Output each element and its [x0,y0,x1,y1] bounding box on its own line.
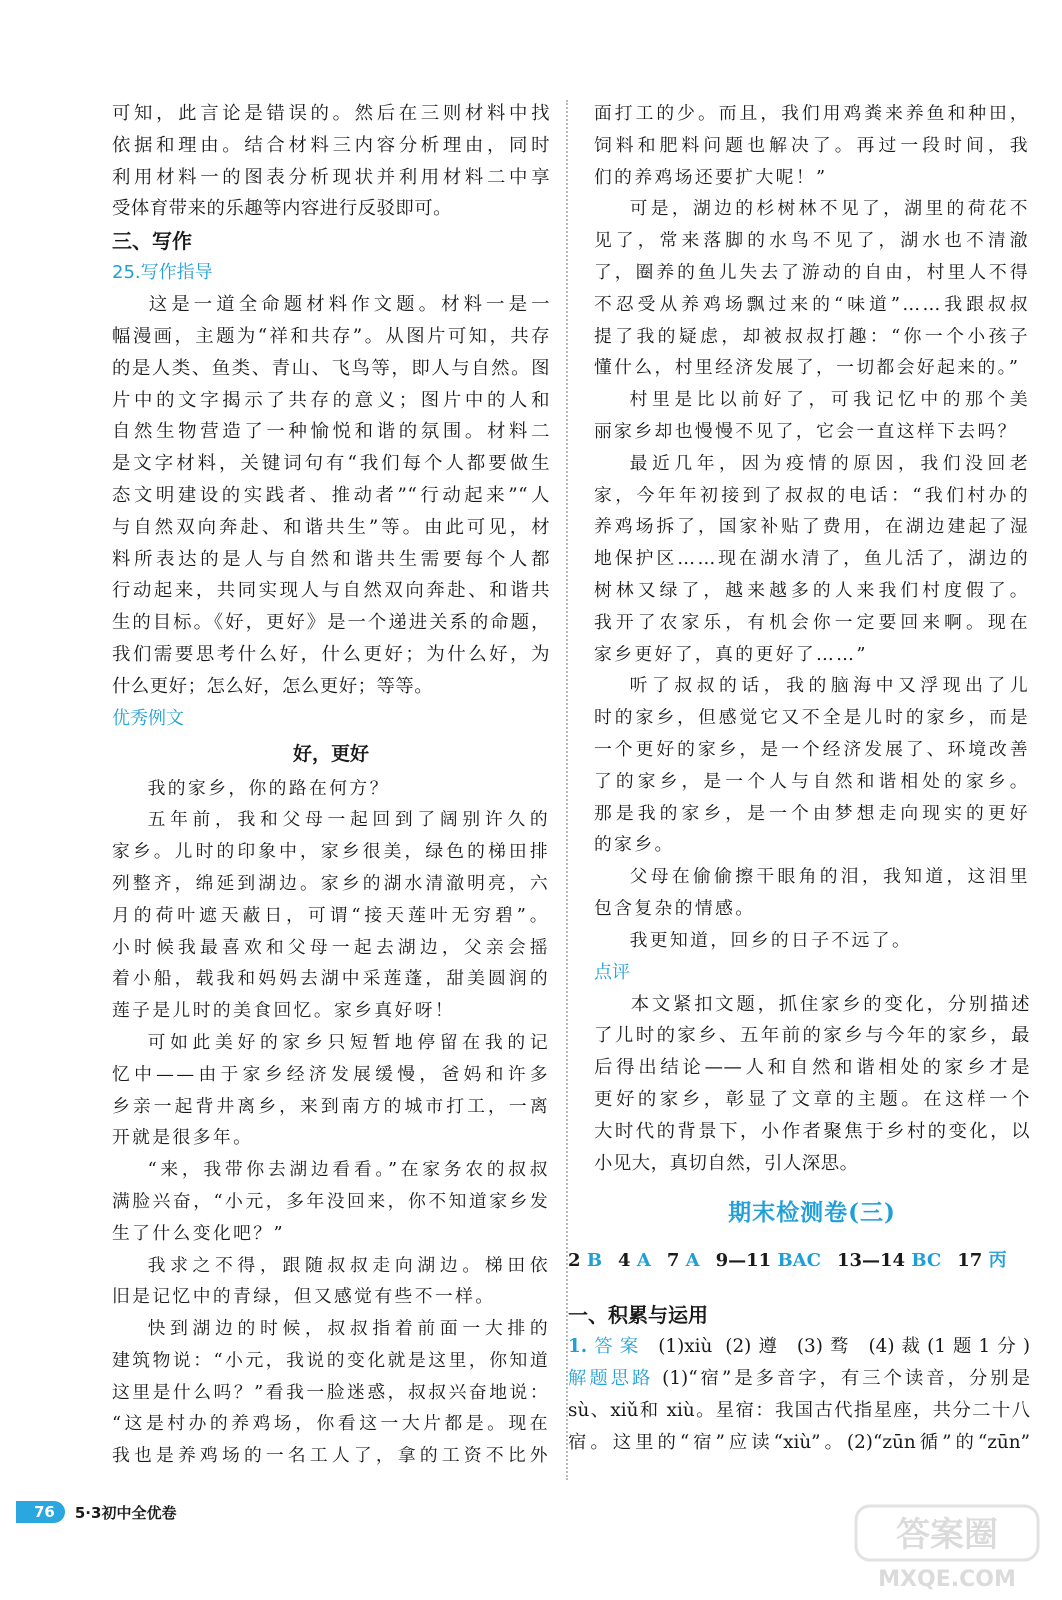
essay-line: 父母在偷偷擦干眼角的泪，我知道，这泪里 [629,866,1030,888]
answer-item [667,1245,700,1277]
guide-line: 我们需要思考什么好，什么更好；为什么好，为 [112,643,550,665]
watermark-top-text: 答案圈 [896,1515,998,1555]
essay-line: 我开了农家乐，有机会你一定要回来啊。现在 [594,611,1030,633]
answer-choice: A [685,1250,700,1272]
page-footer [16,1500,176,1524]
analysis-continuation [568,1395,1030,1459]
exam-title: 期末检测卷(三) [728,1199,896,1227]
answer-number: 9—11 [715,1250,772,1272]
essay-line: 了，圈养的鱼儿失去了游动的自由，村里人不得 [594,261,1030,283]
guide-line: 的是人类、鱼类、青山、飞鸟等，即人与自然。图 [112,357,550,379]
essay-line: 着小船，载我和妈妈去湖中采莲蓬，甜美圆润的 [112,968,550,990]
answer-choice: A [636,1250,651,1272]
intro-line: 利用材料一的图表分析现状并利用材料二中享 [112,166,550,188]
essay-line: 月的荷叶遮天蔽日，可谓“接天莲叶无穷碧”。 [112,904,550,926]
answer-item [716,1245,821,1277]
essay-line: 提了我的疑虑，却被叔叔打趣：“你一个小孩子 [594,325,1030,347]
analysis-text: (1)“宿”是多音字，有三个读音，分别是 [653,1368,1030,1390]
guide-line: 与自然双向奔赴、和谐共生”等。由此可见，材 [112,516,550,538]
analysis-line: 宿。这里的“宿”应读“xiù”。(2)“zūn循”的“zūn” [568,1431,1030,1453]
comment-line: 后得出结论——人和自然和谐相处的家乡才是 [594,1057,1030,1079]
answer-number: 2 [568,1250,581,1272]
essay-line: 我求之不得，跟随叔叔走向湖边。梯田依 [147,1254,550,1276]
watermark-logo [852,1502,1042,1594]
essay-line: 我也是养鸡场的一名工人了，拿的工资不比外 [112,1445,550,1467]
essay-line: 丽家乡却也慢慢不见了，它会一直这样下去吗？ [594,420,1018,442]
answer-item [618,1245,651,1277]
essay-line: 可如此美好的家乡只短暂地停留在我的记 [147,1031,550,1053]
essay-line: 小时候我最喜欢和父母一起去湖边，父亲会摇 [112,936,550,958]
essay-line: 建筑物说：“小元，我说的变化就是这里，你知道 [112,1349,550,1371]
comment-line: 了儿时的家乡、五年前的家乡与今年的家乡，最 [594,1025,1030,1047]
essay-line: 最近几年，因为疫情的原因，我们没回老 [629,452,1030,474]
essay-line: 我更知道，回乡的日子不远了。 [629,929,913,951]
question-1-analysis [568,1363,1030,1395]
comment-line: 更好的家乡，彰显了文章的主题。在这样一个 [594,1088,1030,1110]
intro-line: 依据和理由。结合材料三内容分析理由，同时 [112,134,550,156]
essay-line: 了的家乡，是一个人与自然和谐相处的家乡。 [594,770,1030,792]
answer-number: 13—14 [836,1250,906,1272]
comment-line: 小见大，真切自然，引人深思。 [594,1152,859,1174]
guide-line: 幅漫画，主题为“祥和共存”。从图片可知，共存 [112,325,550,347]
answer-item [837,1245,941,1277]
guide-line: 自然生物营造了一种愉悦和谐的氛围。材料二 [112,421,550,443]
answer-item [957,1245,1006,1277]
answer-choice: 丙 [988,1250,1007,1272]
essay-line: 包含复杂的情感。 [594,897,756,919]
essay-line: 列整齐，绵延到湖边。家乡的湖水清澈明亮，六 [112,872,550,894]
guide-line: 是文字材料，关键词句有“我们每个人都要做生 [112,453,550,475]
intro-line: 可知，此言论是错误的。然后在三则材料中找 [112,103,550,124]
guide-line: 什么更好；怎么好，怎么更好；等等。 [112,675,434,697]
answer-item [568,1245,602,1277]
essay-line: 时的家乡，但感觉它又不全是儿时的家乡，而是 [594,707,1030,729]
right-column [568,98,1030,1458]
essay-line: 我的家乡，你的路在何方？ [147,777,390,799]
essay-line: 乡亲一起背井离乡，来到南方的城市打工，一离 [112,1095,550,1117]
essay-line: 养鸡场拆了，国家补贴了费用，在湖边建起了湿 [594,516,1030,538]
essay-line: 开就是很多年。 [112,1127,254,1149]
comment-line: 大时代的背景下，小作者聚焦于乡村的变化，以 [594,1120,1030,1142]
analysis-line: sù、xiǔ和 xiù。星宿：我国古代指星座，共分二十八 [568,1399,1030,1421]
question-number: 1. [568,1336,588,1358]
essay-line: 见了，常来落脚的水鸟不见了，湖水也不清澈 [594,230,1030,252]
essay-line: 家乡更好了，真的更好了……” [594,643,868,665]
section-heading-accumulation: 一、积累与运用 [568,1303,708,1328]
question-1-answer [568,1331,1030,1363]
essay-line: 们的养鸡场还要扩大呢！” [594,166,828,188]
essay-line: 一个更好的家乡，是一个经济发展了、环境改善 [594,738,1030,760]
essay-line: 生了什么变化吧？” [112,1222,285,1244]
answer-tag: 答案 [587,1336,646,1358]
essay-line: 懂什么，村里经济发展了，一切都会好起来的。” [594,357,1021,379]
essay-line: 莲子是儿时的美食回忆。家乡真好呀！ [112,1000,456,1022]
essay-line: 地保护区……现在湖水清了，鱼儿活了，湖边的 [594,548,1030,570]
essay-line: 快到湖边的时候，叔叔指着前面一大排的 [147,1318,550,1340]
answer-number: 17 [957,1250,983,1272]
page-number: 76 [16,1501,65,1523]
essay-line: 可是，湖边的杉树林不见了，湖里的荷花不 [629,198,1030,220]
answer-number: 7 [666,1250,680,1272]
section-heading-writing: 三、写作 [112,229,192,254]
guide-line: 料所表达的是人与自然和谐共生需要每个人都 [112,548,550,570]
essay-line: 家，今年年初接到了叔叔的电话：“我们村办的 [594,484,1030,506]
essay-line: “这是村办的养鸡场，你看这一大片都是。现在 [112,1413,550,1435]
essay-line: “来，我带你去湖边看看。”在家务农的叔叔 [147,1159,550,1181]
left-column [112,98,550,1472]
essay-body-right [594,98,1030,957]
essay-line: 那是我的家乡，是一个由梦想走向现实的更好 [594,802,1030,824]
guide-line: 这是一道全命题材料作文题。材料一是一 [148,294,550,316]
essay-line: 这里是什么吗？”看我一脸迷惑，叔叔兴奋地说： [112,1381,550,1403]
answer-choice: BAC [777,1250,821,1272]
comment-label: 点评 [594,961,630,983]
answer-choice: B [586,1250,603,1272]
comment-paragraph [594,989,1030,1180]
essay-line: 旧是记忆中的青绿，但又感觉有些不一样。 [112,1286,496,1308]
intro-paragraph [112,98,550,225]
essay-line: 满脸兴奋，“小元，多年没回来，你不知道家乡发 [112,1190,550,1212]
essay-line: 忆中——由于家乡经济发展缓慢，爸妈和许多 [112,1063,550,1085]
essay-line: 的家乡。 [594,834,675,856]
answer-number: 4 [618,1250,631,1272]
answer-text: (1)xiù (2)遵 (3)骛 (4)裁(1题1分) [645,1336,1030,1358]
essay-line: 家乡。儿时的印象中，家乡很美，绿色的梯田排 [112,841,550,863]
essay-line: 五年前，我和父母一起回到了阔别许久的 [147,809,550,831]
essay-title: 好，更好 [292,742,369,765]
analysis-tag: 解题思路 [568,1368,654,1390]
essay-line: 饲料和肥料问题也解决了。再过一段时间，我 [594,134,1030,156]
writing-guide-paragraph [112,289,550,702]
answer-choice: BC [911,1250,942,1272]
essay-line: 村里是比以前好了，可我记忆中的那个美 [629,389,1030,411]
guide-line: 片中的文字揭示了共存的意义；图片中的人和 [112,389,550,411]
writing-guide-label: 25.写作指导 [112,262,213,284]
guide-line: 行动起来，共同实现人与自然双向奔赴、和谐共 [112,580,550,602]
essay-line: 听了叔叔的话，我的脑海中又浮现出了儿 [629,675,1030,697]
essay-line: 不忍受从养鸡场飘过来的“味道”……我跟叔叔 [594,293,1030,315]
essay-line: 树林又绿了，越来越多的人来我们村度假了。 [594,579,1030,601]
answer-key-row [568,1245,1028,1277]
watermark-bottom-text: MXQE.COM [878,1567,1016,1592]
example-essay-label: 优秀例文 [112,707,184,729]
guide-line: 生的目标。《好，更好》是一个递进关系的命题， [112,612,550,634]
essay-line: 面打工的少。而且，我们用鸡粪来养鱼和种田， [594,103,1030,124]
comment-line: 本文紧扣文题，抓住家乡的变化，分别描述 [630,993,1030,1015]
book-title: 5·3初中全优卷 [74,1503,177,1522]
essay-body-left [112,773,550,1473]
guide-line: 态文明建设的实践者、推动者”“行动起来”“人 [112,484,550,506]
intro-line: 受体育带来的乐趣等内容进行反驳即可。 [112,198,453,220]
